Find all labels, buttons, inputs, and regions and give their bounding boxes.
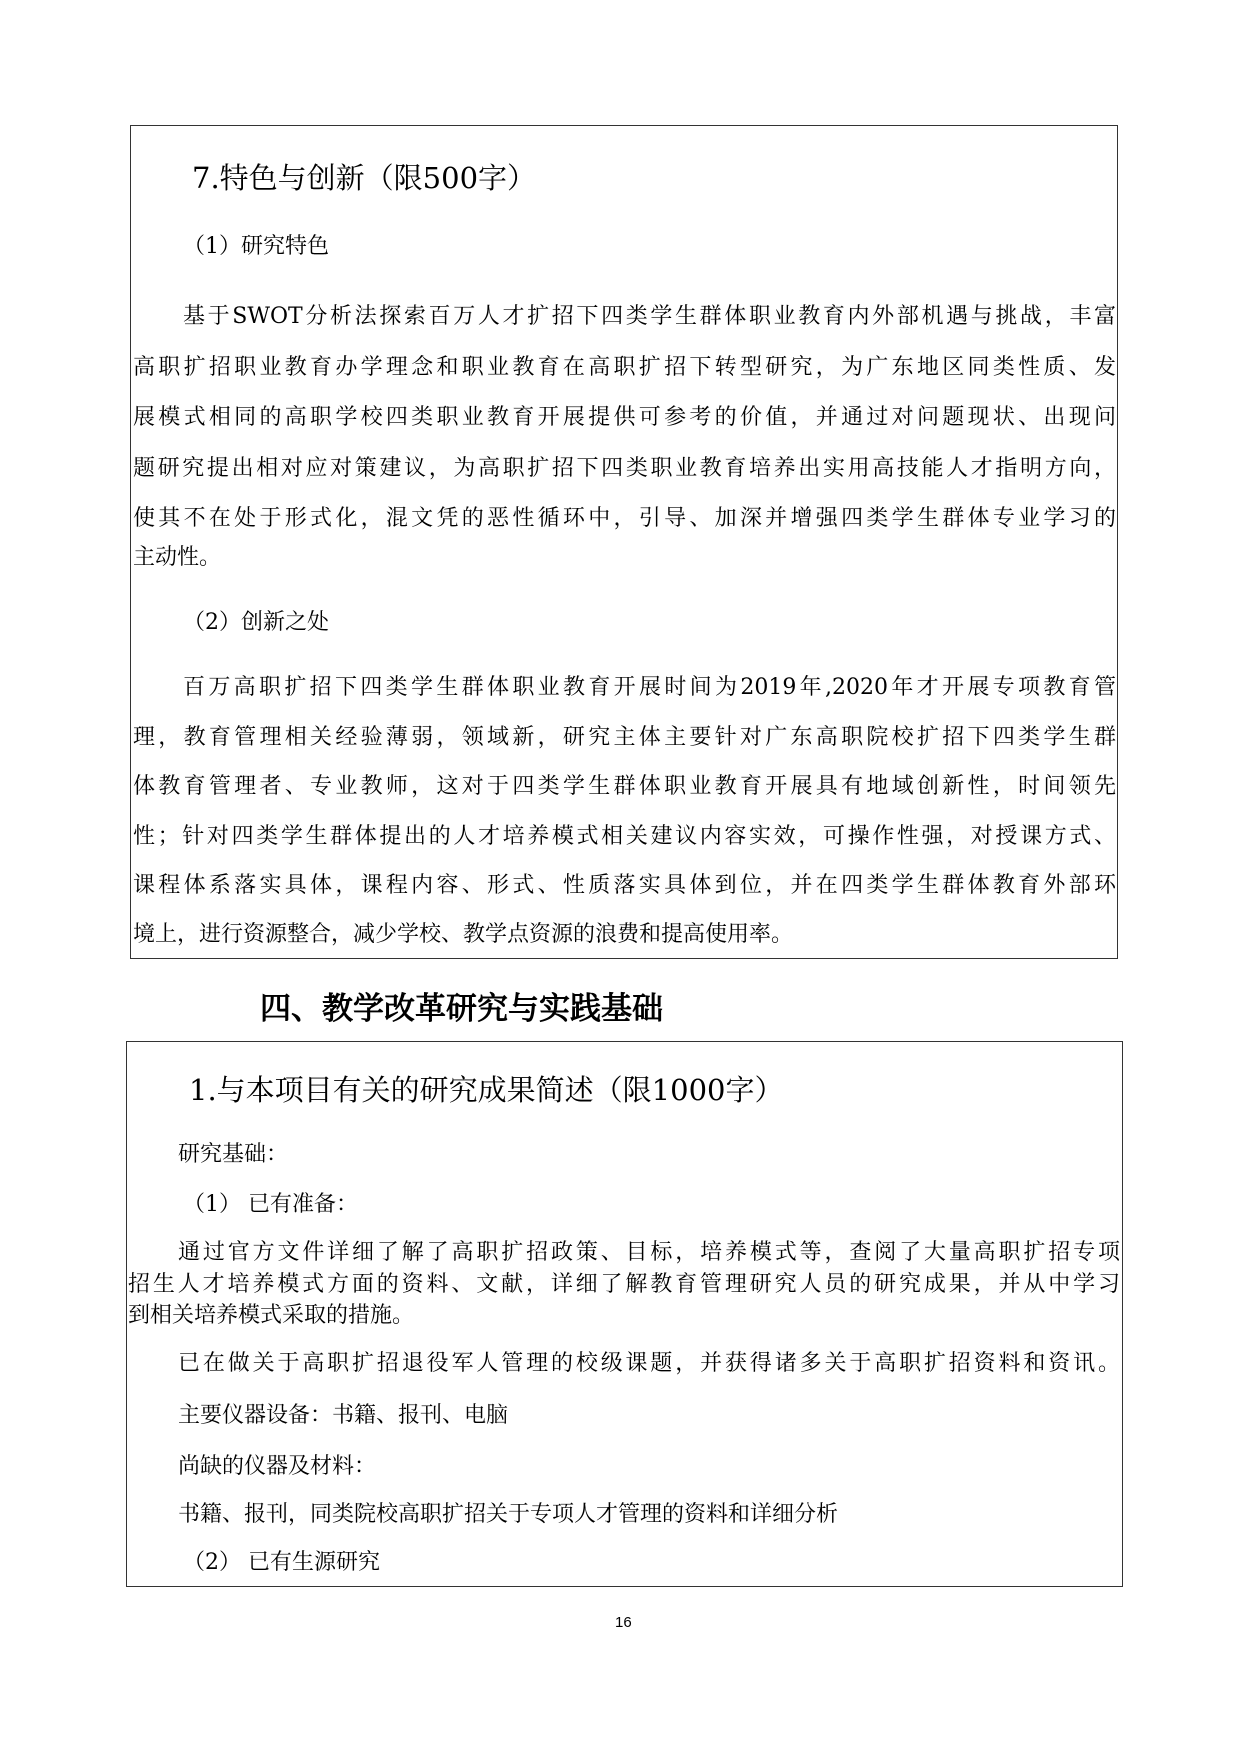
section7-heading: 7.特色与创新（限500字） bbox=[192, 161, 537, 195]
part4-done-line: 已在做关于高职扩招退役军人管理的校级课题，并获得诸多关于高职扩招资料和资讯。 bbox=[178, 1351, 1120, 1376]
section7-sub2: （2）创新之处 bbox=[183, 610, 329, 635]
part4-equipment: 主要仪器设备：书籍、报刊、电脑 bbox=[178, 1403, 509, 1428]
part4-sub2: （2） 已有生源研究 bbox=[183, 1550, 380, 1575]
page-number: 16 bbox=[615, 1614, 632, 1631]
section7-para1-line: 主动性。 bbox=[133, 545, 222, 570]
section7-para1-line: 题研究提出相对应对策建议，为高职扩招下四类职业教育培养出实用高技能人才指明方向， bbox=[133, 456, 1116, 481]
section7-sub1: （1）研究特色 bbox=[183, 234, 329, 259]
section7-para2-line: 境上，进行资源整合，减少学校、教学点资源的浪费和提高使用率。 bbox=[133, 922, 794, 947]
part4-para1-line: 招生人才培养模式方面的资料、文献，详细了解教育管理研究人员的研究成果，并从中学习 bbox=[128, 1272, 1120, 1297]
part4-basis: 研究基础： bbox=[178, 1142, 289, 1167]
section7-para1-line: 高职扩招职业教育办学理念和职业教育在高职扩招下转型研究，为广东地区同类性质、发 bbox=[133, 355, 1116, 380]
section7-para2-line: 课程体系落实具体，课程内容、形式、性质落实具体到位，并在四类学生群体教育外部环 bbox=[133, 873, 1116, 898]
part4-heading: 1.与本项目有关的研究成果简述（限1000字） bbox=[189, 1073, 784, 1107]
part4-para1-line: 通过官方文件详细了解了高职扩招政策、目标，培养模式等，查阅了大量高职扩招专项 bbox=[178, 1240, 1120, 1265]
part4-sub1: （1） 已有准备： bbox=[183, 1192, 358, 1217]
section7-para1-line: 展模式相同的高职学校四类职业教育开展提供可参考的价值，并通过对问题现状、出现问 bbox=[133, 405, 1116, 430]
section7-para2-line: 百万高职扩招下四类学生群体职业教育开展时间为2019年,2020年才开展专项教育管 bbox=[183, 675, 1116, 700]
section7-para1-line: 使其不在处于形式化，混文凭的恶性循环中，引导、加深并增强四类学生群体专业学习的 bbox=[133, 506, 1116, 531]
part4-lacking-label: 尚缺的仪器及材料： bbox=[178, 1454, 377, 1479]
part4-title: 四、教学改革研究与实践基础 bbox=[260, 991, 663, 1027]
section7-para1-line: 基于SWOT分析法探索百万人才扩招下四类学生群体职业教育内外部机遇与挑战，丰富 bbox=[183, 304, 1116, 329]
section7-para2-line: 理，教育管理相关经验薄弱，领域新，研究主体主要针对广东高职院校扩招下四类学生群 bbox=[133, 725, 1116, 750]
section7-para2-line: 性；针对四类学生群体提出的人才培养模式相关建议内容实效，可操作性强，对授课方式、 bbox=[133, 824, 1116, 849]
section7-para2-line: 体教育管理者、专业教师，这对于四类学生群体职业教育开展具有地域创新性，时间领先 bbox=[133, 774, 1116, 799]
part4-para1-line: 到相关培养模式采取的措施。 bbox=[128, 1303, 415, 1328]
part4-lacking: 书籍、报刊，同类院校高职扩招关于专项人才管理的资料和详细分析 bbox=[178, 1502, 839, 1527]
